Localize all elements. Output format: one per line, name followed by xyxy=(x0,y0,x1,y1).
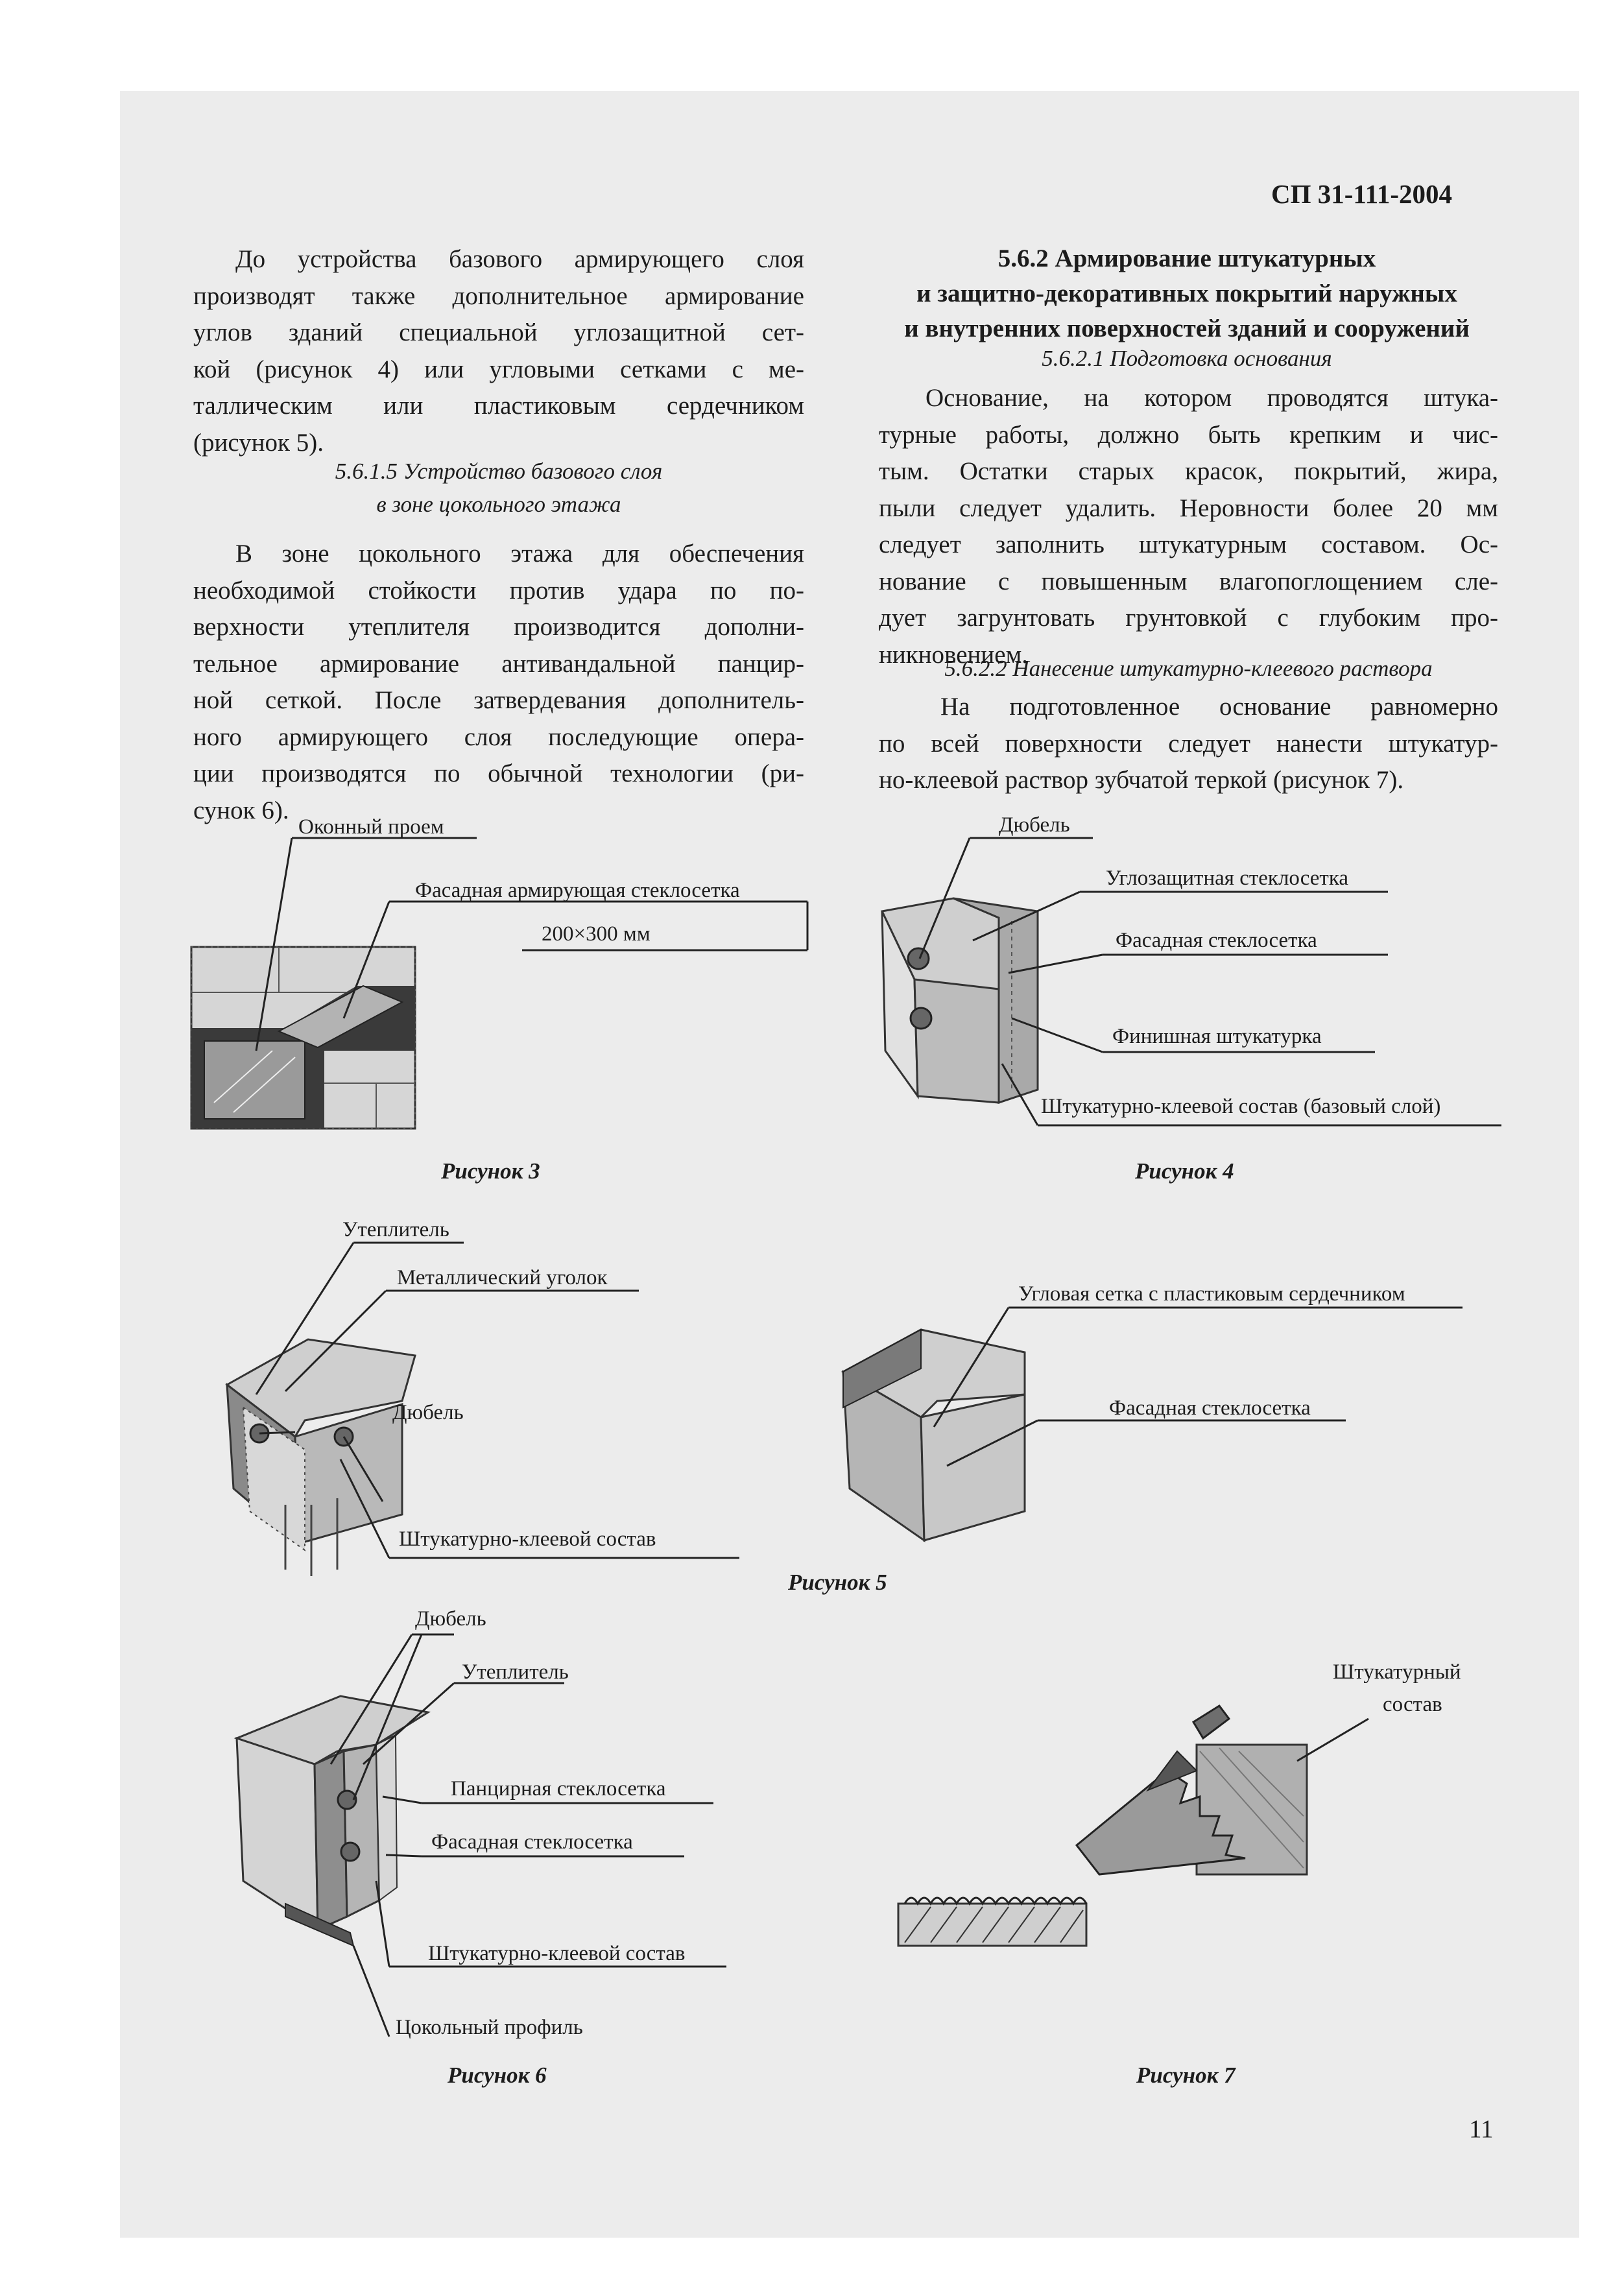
text-line: таллическим или пластиковым сердечником xyxy=(193,392,804,420)
fig5-label-corner-mesh: Угловая сетка с пластиковым сердечником xyxy=(1018,1282,1405,1306)
text-line: В зоне цокольного этажа для обеспечения xyxy=(235,540,804,568)
fig6-label-insulation: Утеплитель xyxy=(462,1660,569,1684)
text-line: нование с повышенным влагопоглощением сле- xyxy=(879,567,1498,595)
text-line: ного армирующего слоя последующие опера- xyxy=(193,723,804,751)
heading-line: 5.6.2 Армирование штукатурных xyxy=(997,245,1376,272)
text-line: следует заполнить штукатурным составом. Ос- xyxy=(879,531,1498,559)
fig7-trowel xyxy=(1077,1706,1307,1874)
fig6-caption: Рисунок 6 xyxy=(448,2063,547,2088)
fig4-label-finish: Финишная штукатурка xyxy=(1112,1025,1322,1048)
fig5-caption: Рисунок 5 xyxy=(788,1570,887,1595)
fig4-label-corner-mesh: Углозащитная стеклосетка xyxy=(1106,867,1349,890)
title-line: 5.6.1.5 Устройство базового слоя xyxy=(335,459,663,484)
text-line: турные работы, должно быть крепким и чис- xyxy=(879,420,1498,449)
fig3-caption: Рисунок 3 xyxy=(441,1158,540,1184)
fig6-label-profile: Цокольный профиль xyxy=(396,2016,583,2039)
subheading-5-6-2-1: 5.6.2.1 Подготовка основания xyxy=(1042,346,1332,371)
fig7-wall-section xyxy=(898,1898,1086,1946)
text-line: Основание, на котором проводятся штука- xyxy=(925,384,1498,412)
fig4-caption: Рисунок 4 xyxy=(1135,1158,1234,1184)
fig6-label-dowel: Дюбель xyxy=(415,1607,486,1631)
document-code: СП 31-111-2004 xyxy=(1271,179,1453,209)
fig5-label-dowel: Дюбель xyxy=(392,1401,464,1424)
subheading-5-6-2-2: 5.6.2.2 Нанесение штукатурно-клеевого раствора xyxy=(944,656,1433,681)
text-line: по всей поверхности следует нанести штукатур- xyxy=(879,729,1498,758)
fig4-label-base: Штукатурно-клеевой состав (базовый слой) xyxy=(1041,1095,1441,1118)
fig3-label-mesh: Фасадная армирующая стеклосетка xyxy=(415,879,740,902)
text-line: тельное армирование антивандальной панцир- xyxy=(193,649,804,678)
fig6-label-adhesive: Штукатурно-клеевой состав xyxy=(428,1942,686,1965)
fig7-label-plaster-line1: Штукатурный xyxy=(1333,1660,1461,1684)
text-line: но-клеевой раствор зубчатой теркой (рисунок 7). xyxy=(879,766,1404,795)
fig5-label-angle: Металлический уголок xyxy=(397,1266,608,1289)
fig7-caption: Рисунок 7 xyxy=(1136,2063,1236,2088)
heading-line: и внутренних поверхностей зданий и сооружений xyxy=(904,314,1470,342)
text-line: производят также дополнительное армирование xyxy=(193,281,804,310)
text-line: дует загрунтовать грунтовкой с глубоким про- xyxy=(879,604,1498,632)
text-line: На подготовленное основание равномерно xyxy=(940,693,1498,721)
page-number: 11 xyxy=(1469,2115,1494,2143)
fig3-label-size: 200×300 мм xyxy=(542,922,651,946)
text-line: тым. Остатки старых красок, покрытий, жира, xyxy=(879,457,1498,486)
text-line: пыли следует удалить. Неровности более 20 мм xyxy=(879,494,1498,522)
fig5-label-insulation: Утеплитель xyxy=(342,1218,449,1241)
text-line: ции производятся по обычной технологии (ри- xyxy=(193,760,804,788)
heading-line: и защитно-декоративных покрытий наружных xyxy=(916,279,1457,307)
text-line: никновением. xyxy=(879,640,1029,669)
fig5-label-adhesive: Штукатурно-клеевой состав xyxy=(399,1527,656,1551)
fig7-label-plaster-line2: состав xyxy=(1383,1693,1442,1716)
fig6-label-armor-mesh: Панцирная стеклосетка xyxy=(451,1777,666,1800)
text-line: углов зданий специальной углозащитной сет- xyxy=(193,318,804,347)
fig3-label-window: Оконный проем xyxy=(298,815,444,839)
fig4-label-dowel: Дюбель xyxy=(999,813,1070,837)
text-line: До устройства базового армирующего слоя xyxy=(235,245,804,273)
title-line: в зоне цокольного этажа xyxy=(376,491,621,517)
fig4-label-facade-mesh: Фасадная стеклосетка xyxy=(1116,929,1317,952)
text-line: (рисунок 5). xyxy=(193,428,324,457)
fig6-label-facade-mesh: Фасадная стеклосетка xyxy=(431,1830,633,1854)
text-line: сунок 6). xyxy=(193,796,289,824)
fig5-label-facade-mesh: Фасадная стеклосетка xyxy=(1109,1396,1311,1420)
text-line: кой (рисунок 4) или угловыми сетками с ме- xyxy=(193,355,804,383)
text-line: необходимой стойкости против удара по по- xyxy=(193,576,804,604)
text-line: ной сеткой. После затвердевания дополнитель- xyxy=(193,686,804,715)
text-line: верхности утеплителя производится дополни- xyxy=(193,613,804,641)
